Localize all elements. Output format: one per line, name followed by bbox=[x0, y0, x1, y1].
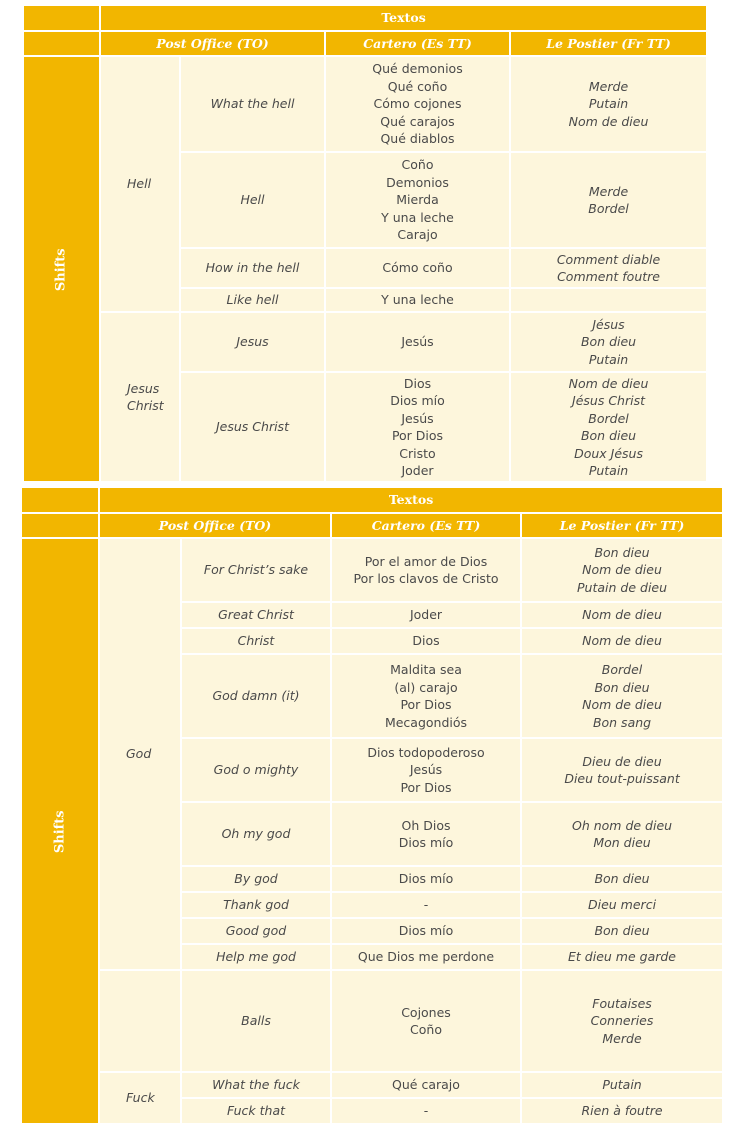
group-label-god: God bbox=[99, 538, 181, 970]
french-translations: Nom de dieu bbox=[521, 628, 723, 654]
source-term: Thank god bbox=[181, 892, 331, 918]
spanish-translations: Dios mío bbox=[331, 866, 521, 892]
col-header-le-postier: Le Postier (Fr TT) bbox=[521, 513, 723, 538]
source-term: What the hell bbox=[180, 56, 325, 152]
french-translations: Jésus Bon dieu Putain bbox=[510, 312, 707, 372]
spanish-translations: Jesús bbox=[325, 312, 510, 372]
group-label-jesus-christ: Jesus Christ bbox=[100, 312, 180, 482]
side-label: Shifts bbox=[21, 538, 99, 1124]
source-term: God o mighty bbox=[181, 738, 331, 802]
corner-cell bbox=[21, 487, 99, 513]
table-row bbox=[23, 312, 707, 372]
col-header-cartero: Cartero (Es TT) bbox=[331, 513, 521, 538]
spanish-translations: Dios bbox=[331, 628, 521, 654]
source-term: Jesus bbox=[180, 312, 325, 372]
source-term: God damn (it) bbox=[181, 654, 331, 738]
corner-cell bbox=[23, 31, 100, 56]
table-row bbox=[21, 970, 723, 1072]
source-term: Great Christ bbox=[181, 602, 331, 628]
spanish-translations: Que Dios me perdone bbox=[331, 944, 521, 970]
spanish-translations: Oh Dios Dios mío bbox=[331, 802, 521, 866]
source-term: Balls bbox=[181, 970, 331, 1072]
col-header-le-postier: Le Postier (Fr TT) bbox=[510, 31, 707, 56]
french-translations: Merde Bordel bbox=[510, 152, 707, 248]
source-term: Like hell bbox=[180, 288, 325, 312]
source-term: By god bbox=[181, 866, 331, 892]
french-translations bbox=[510, 288, 707, 312]
source-term: For Christ’s sake bbox=[181, 538, 331, 602]
french-translations: Dieu merci bbox=[521, 892, 723, 918]
col-header-post-office: Post Office (TO) bbox=[99, 513, 331, 538]
spanish-translations: Qué demonios Qué coño Cómo cojones Qué carajos Qué diablos bbox=[325, 56, 510, 152]
source-term: How in the hell bbox=[180, 248, 325, 288]
corner-cell bbox=[21, 513, 99, 538]
french-translations: Nom de dieu bbox=[521, 602, 723, 628]
spanish-translations: Por el amor de Dios Por los clavos de Cristo bbox=[331, 538, 521, 602]
corner-cell bbox=[23, 5, 100, 31]
col-header-cartero: Cartero (Es TT) bbox=[325, 31, 510, 56]
spanish-translations: Dios mío bbox=[331, 918, 521, 944]
french-translations: Bon dieu bbox=[521, 866, 723, 892]
group-label-empty bbox=[99, 970, 181, 1072]
table-row bbox=[21, 538, 723, 602]
source-term: Christ bbox=[181, 628, 331, 654]
spanish-translations: Qué carajo bbox=[331, 1072, 521, 1098]
french-translations: Bordel Bon dieu Nom de dieu Bon sang bbox=[521, 654, 723, 738]
source-term: Help me god bbox=[181, 944, 331, 970]
source-term: Hell bbox=[180, 152, 325, 248]
spanish-translations: Dios todopoderoso Jesús Por Dios bbox=[331, 738, 521, 802]
spanish-translations: Y una leche bbox=[325, 288, 510, 312]
french-translations: Merde Putain Nom de dieu bbox=[510, 56, 707, 152]
french-translations: Putain bbox=[521, 1072, 723, 1098]
translation-table-2 bbox=[20, 486, 724, 1125]
source-term: What the fuck bbox=[181, 1072, 331, 1098]
spanish-translations: Dios Dios mío Jesús Por Dios Cristo Joder bbox=[325, 372, 510, 482]
table-row bbox=[21, 1072, 723, 1098]
group-label-hell: Hell bbox=[100, 56, 180, 312]
spanish-translations: Maldita sea (al) carajo Por Dios Mecagondiós bbox=[331, 654, 521, 738]
table-row bbox=[23, 56, 707, 152]
translation-table-1 bbox=[22, 4, 708, 483]
french-translations: Et dieu me garde bbox=[521, 944, 723, 970]
group-label-fuck: Fuck bbox=[99, 1072, 181, 1124]
source-term: Fuck that bbox=[181, 1098, 331, 1124]
french-translations: Comment diable Comment foutre bbox=[510, 248, 707, 288]
table-title: Textos bbox=[99, 487, 723, 513]
french-translations: Bon dieu Nom de dieu Putain de dieu bbox=[521, 538, 723, 602]
source-term: Oh my god bbox=[181, 802, 331, 866]
spanish-translations: - bbox=[331, 892, 521, 918]
side-label: Shifts bbox=[23, 56, 100, 482]
french-translations: Oh nom de dieu Mon dieu bbox=[521, 802, 723, 866]
source-term: Good god bbox=[181, 918, 331, 944]
spanish-translations: Coño Demonios Mierda Y una leche Carajo bbox=[325, 152, 510, 248]
col-header-post-office: Post Office (TO) bbox=[100, 31, 325, 56]
table-title: Textos bbox=[100, 5, 707, 31]
spanish-translations: - bbox=[331, 1098, 521, 1124]
french-translations: Nom de dieu Jésus Christ Bordel Bon dieu Doux Jésus Putain bbox=[510, 372, 707, 482]
source-term: Jesus Christ bbox=[180, 372, 325, 482]
french-translations: Dieu de dieu Dieu tout-puissant bbox=[521, 738, 723, 802]
french-translations: Foutaises Conneries Merde bbox=[521, 970, 723, 1072]
french-translations: Rien à foutre bbox=[521, 1098, 723, 1124]
spanish-translations: Joder bbox=[331, 602, 521, 628]
spanish-translations: Cojones Coño bbox=[331, 970, 521, 1072]
spanish-translations: Cómo coño bbox=[325, 248, 510, 288]
french-translations: Bon dieu bbox=[521, 918, 723, 944]
